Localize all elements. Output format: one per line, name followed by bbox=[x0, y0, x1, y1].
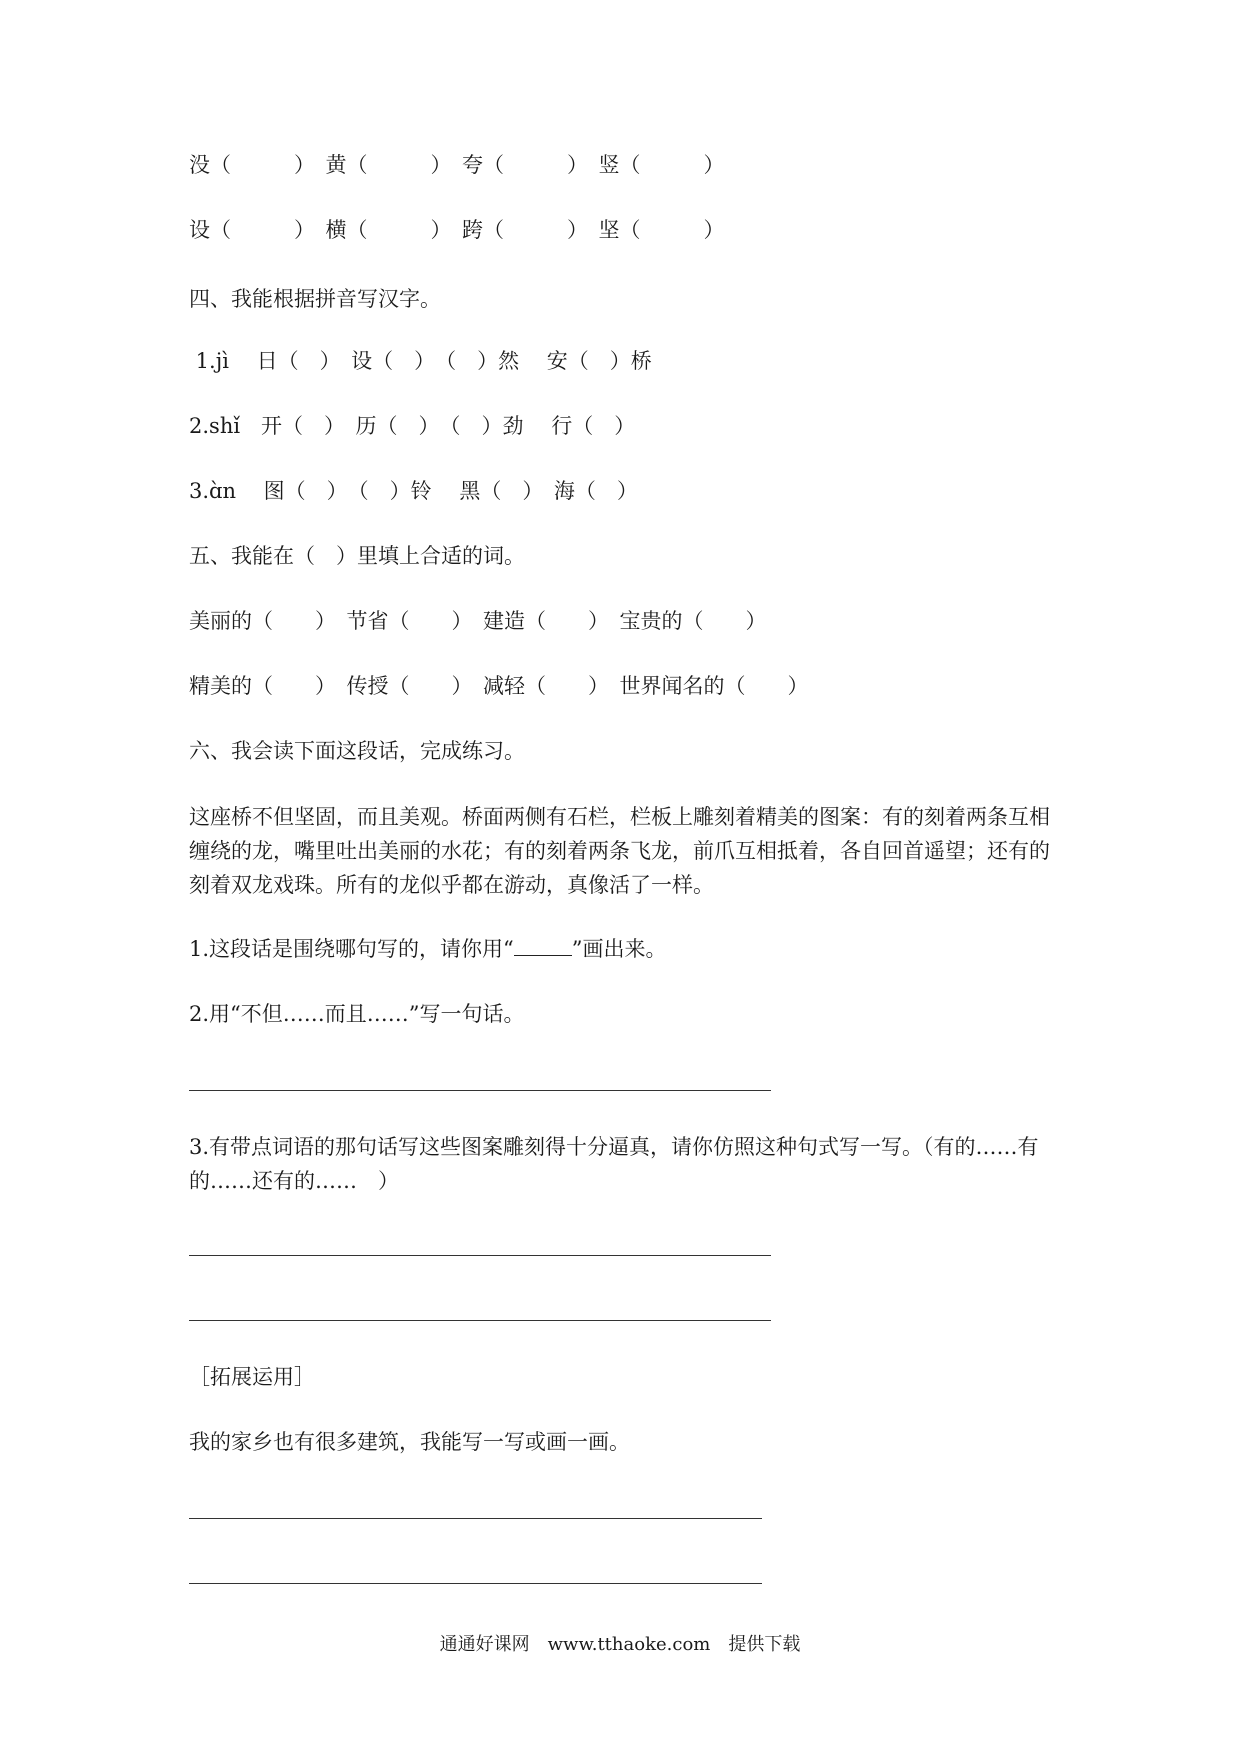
word-fill-row-2: 精美的（ ） 传授（ ） 减轻（ ） 世界闻名的（ ） bbox=[189, 674, 809, 698]
pinyin-row-an: 3.ɑ̀n 图（ ） （ ）铃 黑（ ） 海（ ） bbox=[189, 479, 638, 503]
section-5-heading: 五、我能在（ ）里填上合适的词。 bbox=[189, 544, 525, 568]
question-3: 3.有带点词语的那句话写这些图案雕刻得十分逼真，请你仿照这种句式写一写。（有的……有的……还有的…… ） bbox=[189, 1135, 1039, 1193]
answer-line-q2[interactable] bbox=[189, 1090, 771, 1091]
question-1 bbox=[189, 935, 667, 963]
pinyin-row-ji: 1.jì 日（ ） 设（ ） （ ）然 安（ ）桥 bbox=[189, 349, 652, 373]
question-2: 2.用“不但……而且……”写一句话。 bbox=[189, 1002, 525, 1026]
word-fill-row-1: 美丽的（ ） 节省（ ） 建造（ ） 宝贵的（ ） bbox=[189, 609, 767, 633]
question-1-text-before: 1.这段话是围绕哪句写的，请你用“ bbox=[189, 937, 514, 961]
page-footer: 通通好课网 www.tthaoke.com 提供下载 bbox=[439, 1634, 801, 1655]
answer-line-q3-2[interactable] bbox=[189, 1320, 771, 1321]
extension-heading: ［拓展运用］ bbox=[189, 1365, 315, 1389]
answer-line-extension-1[interactable] bbox=[189, 1518, 762, 1519]
answer-line-q3-1[interactable] bbox=[189, 1255, 771, 1256]
question-1-text-after: ”画出来。 bbox=[571, 937, 667, 961]
section-4-heading: 四、我能根据拼音写汉字。 bbox=[189, 287, 441, 311]
extension-prompt: 我的家乡也有很多建筑，我能写一写或画一画。 bbox=[189, 1430, 630, 1454]
char-compare-row-1: 没（ ） 黄（ ） 夸（ ） 竖（ ） bbox=[189, 153, 725, 177]
underline-sample bbox=[514, 937, 572, 956]
char-compare-row-2: 设（ ） 横（ ） 跨（ ） 坚（ ） bbox=[189, 218, 725, 242]
answer-line-extension-2[interactable] bbox=[189, 1583, 762, 1584]
section-6-heading: 六、我会读下面这段话，完成练习。 bbox=[189, 739, 525, 763]
pinyin-row-shi: 2.shǐ 开（ ） 历（ ） （ ）劲 行（ ） bbox=[189, 414, 636, 438]
reading-passage: 这座桥不但坚固，而且美观。桥面两侧有石栏，栏板上雕刻着精美的图案：有的刻着两条互相缠绕的龙，嘴里吐出美丽的水花；有的刻着两条飞龙，前爪互相抵着，各自回首遥望；还有的刻着双龙戏珠。所有的龙似乎都在游动，真像活了一样。 bbox=[189, 805, 1050, 897]
